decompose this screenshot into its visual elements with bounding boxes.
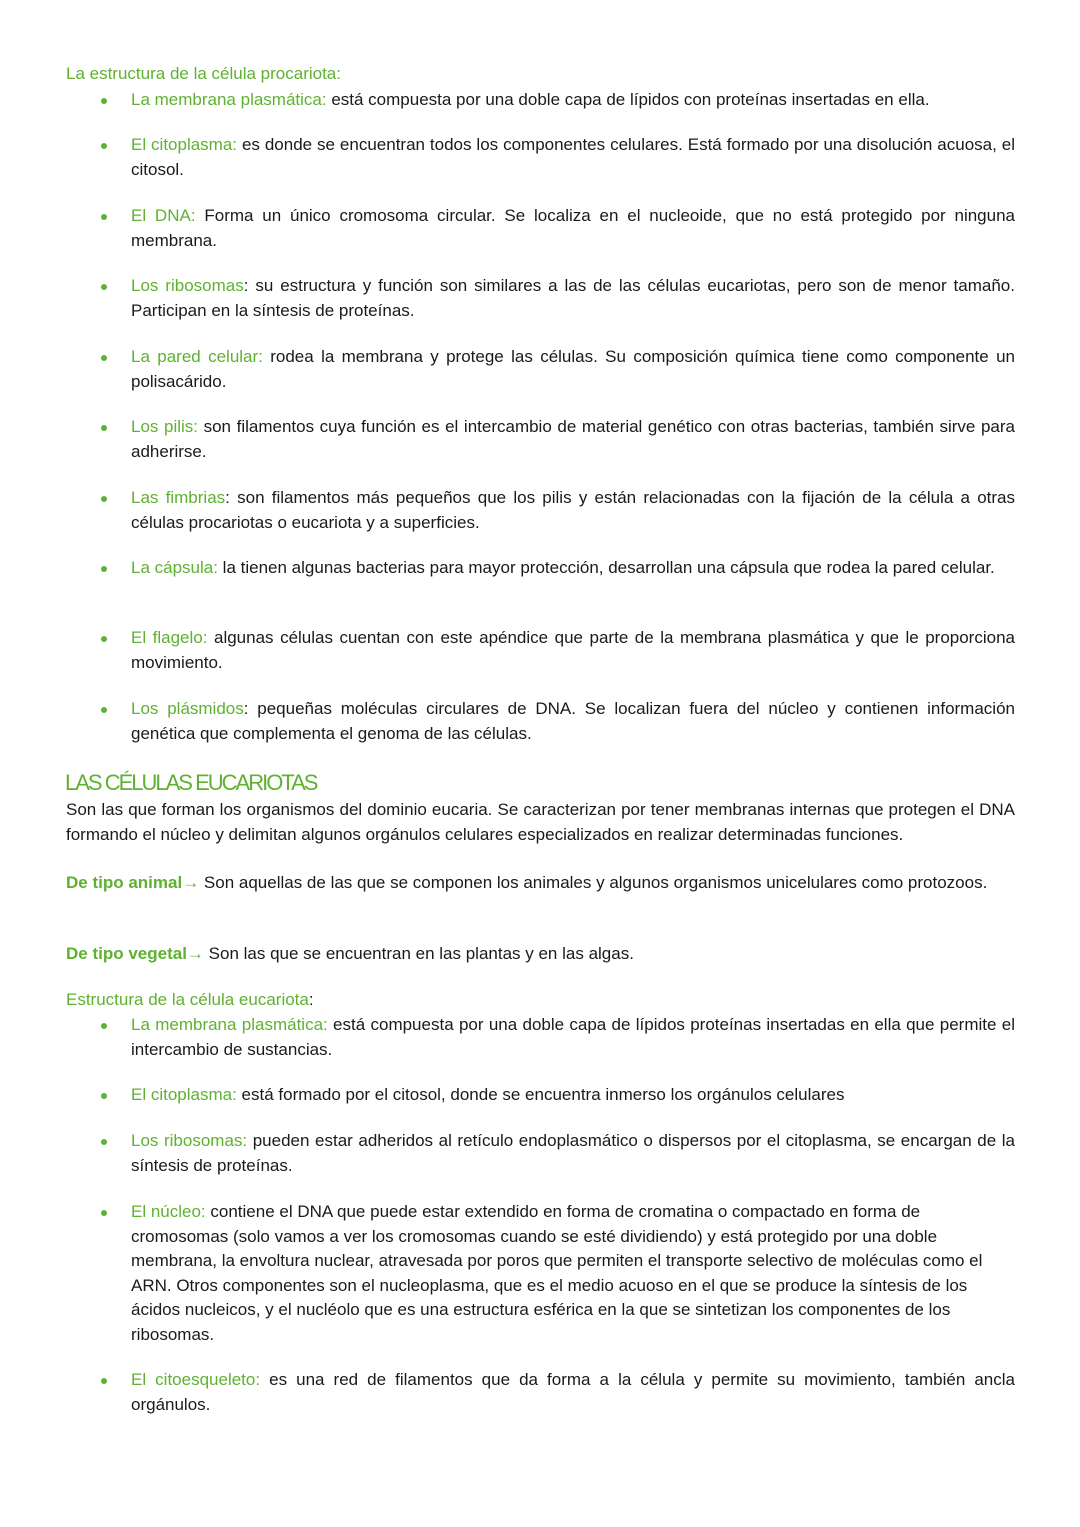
item-text: está compuesta por una doble capa de lípidos proteínas insertadas en ella que permite el intercambio de sustancias. xyxy=(131,1015,1015,1059)
item-term: El núcleo: xyxy=(131,1202,206,1221)
list-item xyxy=(131,1368,1015,1417)
item-text: pueden estar adheridos al retículo endoplasmático o dispersos por el citoplasma, se encargan de la síntesis de proteínas. xyxy=(131,1131,1015,1175)
item-text: Forma un único cromosoma circular. Se localiza en el nucleoide, que no está protegido por ninguna membrana. xyxy=(131,206,1015,250)
item-term: Los plásmidos xyxy=(131,699,244,718)
structure-heading-colon: : xyxy=(308,990,314,1009)
item-term: La cápsula: xyxy=(131,558,218,577)
item-text: la tienen algunas bacterias para mayor protección, desarrollan una cápsula que rodea la pared celular. xyxy=(217,558,995,577)
item-text: rodea la membrana y protege las células. Su composición química tiene como componente un polisacárido. xyxy=(131,347,1015,391)
item-text: contiene el DNA que puede estar extendido en forma de cromatina o compactado en forma de cromosomas (solo vamos a ver los cromosomas cuando se esté dividiendo) y está protegido por una doble membrana, la envoltura nuclear, atravesada por poros que permiten el transporte selectivo de moléculas como el ARN. Otros componentes son el nucleoplasma, que es el medio acuoso en el que se produce la síntesis de los ácidos nucleicos, y el nucléolo que es una estructura esférica en la que se sintetizan los componentes de los ribosomas. xyxy=(131,1202,983,1344)
item-text: : pequeñas moléculas circulares de DNA. Se localizan fuera del núcleo y contienen información genética que complementa el genoma de las células. xyxy=(131,699,1015,743)
list-item xyxy=(131,556,1015,581)
list-item xyxy=(131,1013,1015,1062)
item-term: El citoplasma: xyxy=(131,135,238,154)
arrow-right-icon: → xyxy=(186,944,204,963)
item-term: Los ribosomas: xyxy=(131,1131,248,1150)
arrow-right-icon: → xyxy=(182,873,200,892)
item-text: está compuesta por una doble capa de lípidos con proteínas insertadas en ella. xyxy=(326,90,930,109)
list-item xyxy=(131,88,1015,113)
item-term: Los ribosomas xyxy=(131,276,244,295)
list-item xyxy=(131,697,1015,746)
item-term: El citoplasma: xyxy=(131,1085,237,1104)
item-text: es una red de filamentos que da forma a la célula y permite su movimiento, también ancla orgánulos. xyxy=(131,1370,1015,1414)
item-term: El flagelo: xyxy=(131,628,208,647)
eukaryote-intro: Son las que forman los organismos del dominio eucaria. Se caracterizan por tener membranas internas que protegen el DNA formando el núcleo y delimitan algunos orgánulos celulares especializados en realizar determinadas funciones. xyxy=(66,800,1015,844)
item-term: La membrana plasmática: xyxy=(131,1015,328,1034)
eukaryote-structure-heading xyxy=(66,988,1015,1013)
list-item xyxy=(131,1129,1015,1178)
item-term: La membrana plasmática: xyxy=(131,90,327,109)
item-term: Los pilis: xyxy=(131,417,199,436)
animal-text: Son aquellas de las que se componen los animales y algunos organismos unicelulares como protozoos. xyxy=(199,873,988,892)
list-item xyxy=(131,486,1015,535)
item-text: es donde se encuentran todos los componentes celulares. Está formado por una disolución acuosa, el citosol. xyxy=(131,135,1015,179)
item-text: está formado por el citosol, donde se encuentra inmerso los orgánulos celulares xyxy=(236,1085,845,1104)
list-item xyxy=(131,1200,1015,1347)
animal-cell-paragraph xyxy=(66,871,1015,896)
item-term: El DNA: xyxy=(131,206,196,225)
list-item xyxy=(131,274,1015,323)
item-term: La pared celular: xyxy=(131,347,263,366)
plant-text: Son las que se encuentran en las plantas y en las algas. xyxy=(203,944,634,963)
item-term: El citoesqueleto: xyxy=(131,1370,261,1389)
structure-heading-text: Estructura de la célula eucariota xyxy=(66,990,309,1009)
item-text: son filamentos cuya función es el intercambio de material genético con otras bacterias, también sirve para adherirse. xyxy=(131,417,1016,461)
list-item xyxy=(131,345,1015,394)
plant-label: De tipo vegetal xyxy=(66,944,187,963)
item-text: : su estructura y función son similares a las de las células eucariotas, pero son de menor tamaño. Participan en la síntesis de proteínas. xyxy=(131,276,1015,320)
item-term: Las fimbrias xyxy=(131,488,226,507)
plant-cell-paragraph xyxy=(66,942,1015,967)
list-item xyxy=(131,204,1015,253)
item-text: : son filamentos más pequeños que los pilis y están relacionadas con la fijación de la célula a otras células procariotas o eucariota y a superficies. xyxy=(131,488,1016,532)
list-item xyxy=(131,415,1015,464)
item-text: algunas células cuentan con este apéndice que parte de la membrana plasmática y que le proporciona movimiento. xyxy=(131,628,1015,672)
animal-label: De tipo animal xyxy=(66,873,183,892)
list-item xyxy=(131,1083,1015,1108)
list-item xyxy=(131,626,1015,675)
section-title: LAS CÉLULAS EUCARIOTAS xyxy=(65,770,317,795)
prokaryote-structure-heading: La estructura de la célula procariota: xyxy=(66,64,341,83)
list-item xyxy=(131,133,1015,182)
